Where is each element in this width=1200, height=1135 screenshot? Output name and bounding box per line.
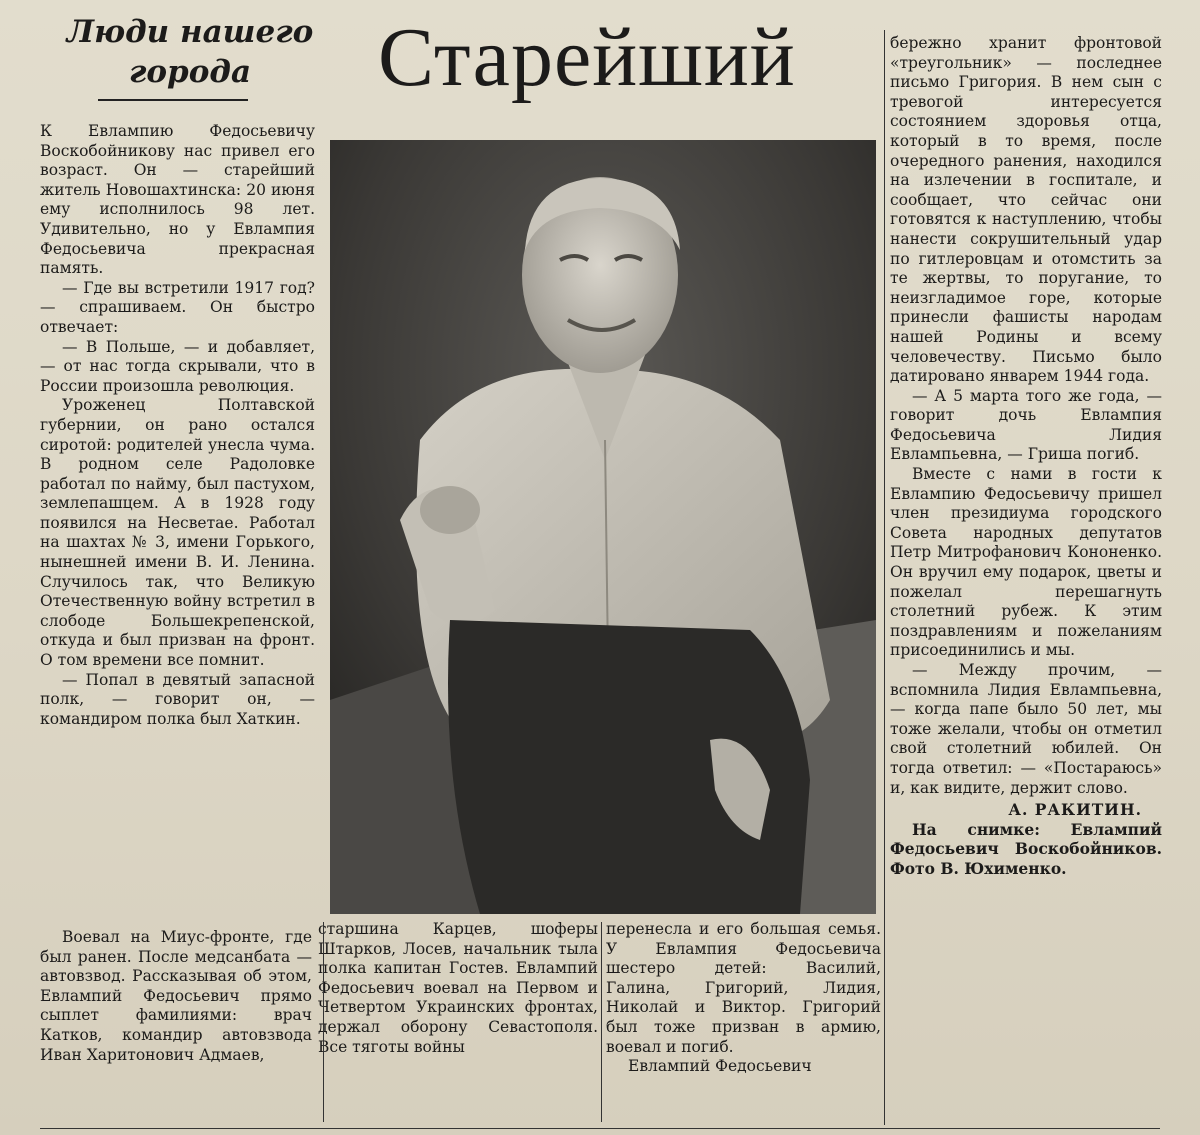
author-signature: А. РАКИТИН.	[1008, 800, 1142, 820]
bottom-rule	[40, 1128, 1160, 1129]
bottom-column-3	[606, 920, 881, 1125]
paragraph: — Между прочим, — вспомнила Лидия Евлампьевна, — когда папе было 50 лет, мы тоже желали, чтобы он отметил свой столетний юбилей. Он тогда ответил: — «Постараюсь» и, как видите, держит слово.	[890, 661, 1162, 797]
column-rule	[601, 922, 602, 1122]
paragraph: К Евлампию Федосьевичу Воскобойникову нас привел его возраст. Он — старейший житель Новошахтинска: 20 июня ему исполнилось 98 лет. Удивительно, но у Евлампия Федосьевича прекрасная память.	[40, 122, 315, 278]
portrait-photo	[330, 140, 876, 914]
paragraph: перенесла и его большая семья. У Евлампия Федосьевича шестеро детей: Василий, Галина, Григорий, Лидия, Николай и Виктор. Григорий был тоже призван в армию, воевал и погиб.	[606, 920, 881, 1056]
paragraph: — Попал в девятый запасной полк, — говорит он, — командиром полка был Хаткин.	[40, 670, 315, 728]
paragraph: старшина Карцев, шоферы Штарков, Лосев, начальник тыла полка капитан Гостев. Евлампий Федосьевич воевал на Первом и Четвертом Украинских фронтах, держал оборону Севастополя. Все тяготы войны	[318, 920, 598, 1056]
article-headline: Старейший	[378, 11, 796, 104]
rubric-underline	[98, 99, 248, 101]
paragraph: бережно хранит фронтовой «треугольник» — последнее письмо Григория. В нем сын с тревогой интересуется состоянием здоровья отца, который в то время, после очередного ранения, находился на излечении в госпитале, и сообщает, что сейчас они готовятся к наступлению, чтобы нанести сокрушительный удар по гитлеровцам и отомстить за те жертвы, то поругание, то неизгладимое горе, которые принесли фашисты народам нашей Родины и всему человечеству. Письмо было датировано январем 1944 года.	[890, 34, 1162, 386]
column-rule	[884, 30, 885, 1125]
bottom-column-2	[318, 920, 598, 1125]
photo-caption: На снимке: Евлампий Федосьевич Воскобойников. Фото В. Юхименко.	[890, 819, 1162, 878]
bottom-column-1	[40, 928, 312, 1128]
paragraph: — В Польше, — и добавляет, — от нас тогда скрывали, что в России произошла революция.	[40, 337, 315, 395]
paragraph: Уроженец Полтавской губернии, он рано остался сиротой: родителей унесла чума. В родном селе Радоловке работал по найму, был пастухом, землепашцем. А в 1928 году появился на Несветае. Работал на шахтах № 3, имени Горького, нынешней имени В. И. Ленина. Случилось так, что Великую Отечественную войну встретил в слободе Большекрепенской, откуда и был призван на фронт. О том времени все помнит.	[40, 396, 315, 670]
paragraph: — Где вы встретили 1917 год? — спрашиваем. Он быстро отвечает:	[40, 278, 315, 336]
rubric-heading	[50, 12, 330, 92]
paragraph: — А 5 марта того же года, — говорит дочь Евлампия Федосьевича Лидия Евлампьевна, — Гриша погиб.	[890, 386, 1162, 464]
portrait-image	[330, 140, 876, 914]
column-rule	[323, 922, 324, 1122]
column-left	[40, 122, 315, 922]
paragraph: Евлампий Федосьевич	[628, 1057, 812, 1076]
rubric-line-2: города	[128, 54, 252, 90]
column-right	[890, 34, 1162, 1124]
paragraph: Воевал на Миус-фронте, где был ранен. После медсанбата — автовзвод. Рассказывая об этом, Евлампий Федосьевич прямо сыплет фамилиями: врач Катков, командир автовзвода Иван Харитонович Адмаев,	[40, 928, 312, 1064]
rubric-line-1: Люди нашего	[66, 14, 314, 50]
paragraph: Вместе с нами в гости к Евлампию Федосьевичу пришел член президиума городского Совета народных депутатов Петр Митрофанович Кононенко. Он вручил ему подарок, цветы и пожелал перешагнуть столетний рубеж. К этим поздравлениям и пожеланиям присоединились и мы.	[890, 465, 1162, 660]
